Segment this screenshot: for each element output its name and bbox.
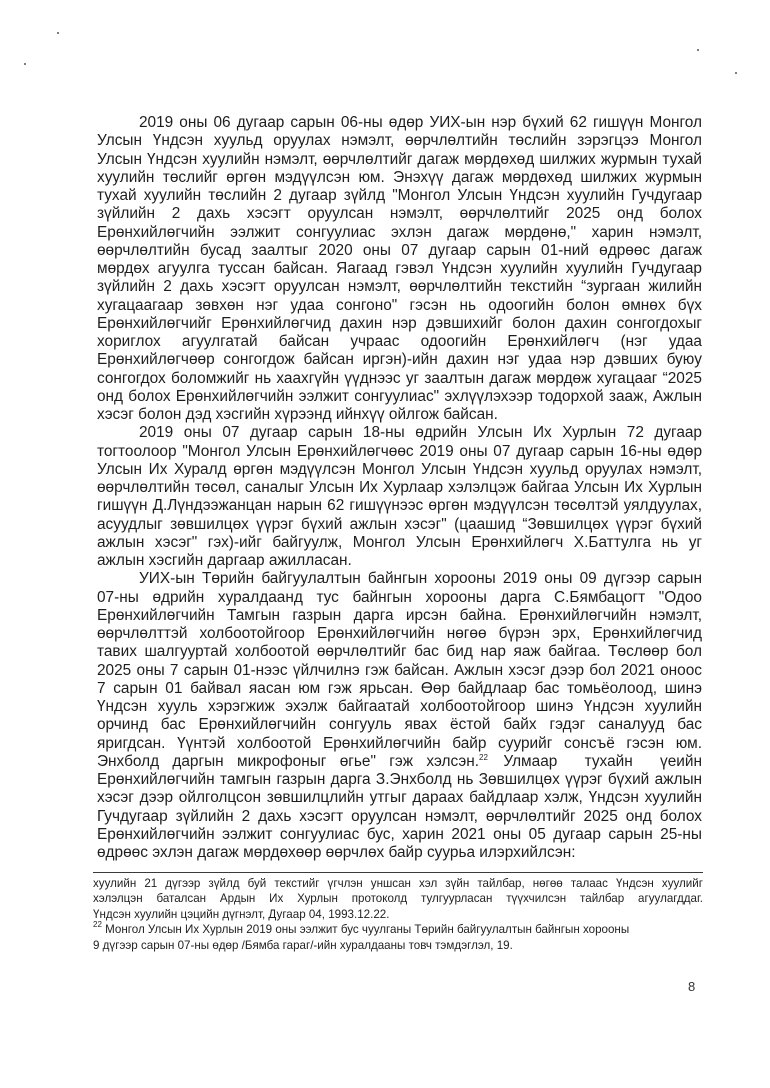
paragraph-2 [97, 424, 702, 570]
text-line: онд болох Ерөнхийлөгчийн ээлжит сонгуулиас" эхлүүлэхээр тодорхой зааж, Ажлын [97, 387, 702, 405]
text-line: өөрчлөлтийн бусад заалтыг 2020 оны 07 дугаар сарын 01-ний өдрөөс дагаж [97, 241, 702, 259]
text-line: өдрөөс эхлэн дагаж мөрдөхөөр өөрчлөх байр суурьа илэрхийлсэн: [97, 844, 576, 861]
text-line: яригдсан. Үүнтэй холбоотой Ерөнхийлөгчийн байр суурийг сонсъё гэсэн юм. [97, 734, 702, 752]
footnote-marker: 22 [93, 920, 102, 930]
text-line: сонгогдох боломжийг нь хаахгүйн үүднээс уг заалтын дагаж мөрдөж хугацааг “2025 [97, 369, 702, 387]
text-line: 2019 оны 07 дугаар сарын 18-ны өдрийн Улсын Их Хурлын 72 дугаар [139, 424, 702, 442]
footnote-text: Монгол Улсын Их Хурлын 2019 оны ээлжит бус чуулганы Төрийн байгуулалтын байнгын хорооны [105, 923, 630, 937]
page-number: 8 [688, 979, 696, 994]
text-line: зүйлийн 2 дахь хэсэгт оруулсан нэмэлт, өөрчлөлтийг 2025 онд болох [97, 205, 702, 223]
text-line: Ерөнхийлөгчийн Тамгын газрын дарга ирсэн байна. Ерөнхийлөгчийн нэмэлт, [97, 606, 702, 624]
text-line: 2019 оны 06 дугаар сарын 06-ны өдөр УИХ-ын нэр бүхий 62 гишүүн Монгол [139, 114, 702, 131]
text-line: Улсын Үндсэн хуульд оруулах нэмэлт, өөрчлөлтийн төслийн зэрэгцээ Монгол [97, 132, 702, 150]
text-line: тухай хуулийн төслийн 2 дугаар зүйлд "Монгол Улсын Үндсэн хуулийн Гучдугаар [97, 187, 702, 204]
text-line: Ерөнхийлөгчийн ээлжит сонгуулиас эхлэн дагаж мөрдөнө," харин нэмэлт, [97, 223, 702, 241]
text-line: тавих шалгууртай холбоотой өөрчлөлтийг бас бид нар яаж байгаа. Төслөөр бол [97, 643, 702, 661]
paragraph-1 [97, 114, 702, 424]
footnote-line: хуулийн 21 дүгээр зүйлд буй текстийг үгчлэн уншсан хэл зүйн тайлбар, нөгөө талаас Үндсэн хуулийг [93, 877, 703, 890]
text-line: хуулийн төслийг өргөн мэдүүлсэн юм. Энэхүү дагаж мөрдөхөд шилжих журмын [97, 168, 702, 186]
text-line: хугацаагаар зөвхөн нэг удаа сонгоно" гэсэн нь одоогийн болон өмнөх бүх [97, 296, 702, 314]
footnote-ref-22[interactable]: 22 [479, 752, 488, 762]
text-line: мөрдөх агуулга туссан байсан. Яагаад гэвэл Үндсэн хуулийн хуулийн Гучдугаар [97, 260, 702, 277]
text-segment: Энхболд даргын микрофоныг өгье" гэж хэлсэн. [97, 752, 480, 770]
text-line: асуудлыг зөвшилцөх үүрэг бүхий ажлын хэсэг" (цаашид “Зөвшилцөх үүрэг бүхий [97, 515, 702, 533]
text-line: өөрчлөлттэй холбоотойгоор Ерөнхийлөгчийн нөгөө бүрэн эрх, Ерөнхийлөгчид [97, 625, 702, 642]
text-line: 2025 оны 7 сарын 01-нээс үйлчилнэ гэж байсан. Ажлын хэсэг дээр бол 2021 оноос [97, 661, 702, 679]
footnotes [93, 876, 703, 953]
text-line: Гучдугаар зүйлийн 2 дахь хэсэгт оруулсан нэмэлт, өөрчлөлтийг 2025 онд болох [97, 807, 702, 825]
text-line: УИХ-ын Төрийн байгуулалтын байнгын хорооны 2019 оны 09 дүгээр сарын [139, 570, 702, 588]
scan-speck [24, 63, 26, 65]
scan-speck [697, 49, 699, 51]
scan-speck [57, 32, 59, 34]
text-line: өөрчлөлтийн төсөл, саналыг Улсын Их Хурлаар хэлэлцэж байгаа Улсын Их Хурлын [97, 479, 702, 496]
text-line: хэсэг дээр ойлголцсон зөвшилцлийн утгыг дараах байдлаар хэлж, Үндсэн хуулийн [97, 789, 702, 807]
text-line: 7 сарын 01 байвал яасан юм гэж ярьсан. Өөр байдлаар бас томьёолоод, шинэ [97, 679, 702, 697]
text-line: 07-ны өдрийн хуралдаанд тус байнгын хорооны дарга С.Бямбацогт "Одоо [97, 588, 702, 606]
footnote-22 [93, 922, 703, 937]
text-line: ажлын хэсгийн даргаар ажилласан. [97, 552, 352, 569]
text-line: гишүүн Д.Лүндээжанцан нарын 62 гишүүнээс өргөн мэдүүлсэн төсөлтэй уялдуулах, [97, 497, 702, 515]
paragraph-3 [97, 570, 702, 862]
footnote-line: хэлэлцэн баталсан Ардын Их Хурлын протоколд тулгуурласан түүхчилсэн тайлбар агуулагддаг. [93, 892, 703, 906]
footnote-separator [93, 872, 703, 873]
footnote-line: 9 дүгээр сарын 07-ны өдөр /Бямба гараг/-ийн хуралдааны товч тэмдэглэл, 19. [93, 938, 513, 952]
text-line: Ерөнхийлөгчөөр сонгогдож байсан иргэн)-ийн дахин нэг удаа нэр дэвших буюу [97, 351, 702, 369]
text-segment: Улмаар тухайн үеийн [503, 752, 702, 770]
text-line: орчинд бас Ерөнхийлөгчийн сонгууль явах ёстой байх гэдэг саналууд бас [97, 716, 702, 734]
footnote-line: Үндсэн хуулийн цэцийн дүгнэлт, Дугаар 04, 1993.12.22. [93, 907, 390, 921]
text-line: Ерөнхийлөгчийн тамгын газрын дарга З.Энхболд нь Зөвшилцөх үүрэг бүхий ажлын [97, 771, 702, 788]
text-line: зүйлийн 2 дахь хэсэгт оруулсан нэмэлт, өөрчлөлтийн текстийн “зургаан жилийн [97, 278, 702, 296]
text-line: Үндсэн хууль хэрэгжиж эхэлж байгаатай холбоотойгоор шинэ Үндсэн хуулийн [97, 698, 702, 715]
text-line: Ерөнхийлөгчийг Ерөнхийлөгчид дахин нэр дэвшихийг болон дахин сонгогдохыг [97, 314, 702, 332]
text-line: Улсын Үндсэн хуулийн нэмэлт, өөрчлөлтийг дагаж мөрдөхөд шилжих журмын тухай [97, 150, 702, 168]
text-line-with-footnote-ref [97, 753, 702, 771]
scan-speck [735, 72, 737, 74]
text-line: тогтоолоор "Монгол Улсын Ерөнхийлөгчөөс 2019 оны 07 дугаар сарын 16-ны өдөр [97, 442, 702, 460]
body-text [97, 114, 702, 862]
text-line: хэсэг болон дэд хэсгийн хүрээнд ийнхүү ойлгож байсан. [97, 406, 498, 423]
text-line: Улсын Их Хуралд өргөн мэдүүлсэн Монгол Улсын Үндсэн хуульд оруулах нэмэлт, [97, 460, 702, 478]
text-line: хориглох агуулгатай байсан учраас одоогийн Ерөнхийлөгч (нэг удаа [97, 333, 702, 350]
text-line: ажлын хэсэг" гэх)-ийг байгуулж, Монгол Улсын Ерөнхийлөгч Х.Баттулга нь уг [97, 533, 702, 551]
text-line: Ерөнхийлөгчийн ээлжит сонгуулиас бус, харин 2021 оны 05 дугаар сарын 25-ны [97, 825, 702, 843]
